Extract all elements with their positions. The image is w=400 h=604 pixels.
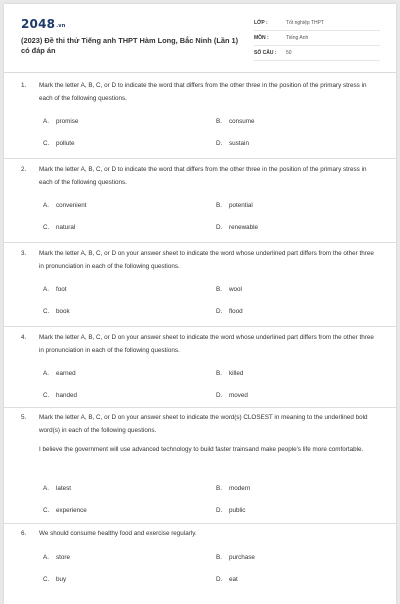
option-d[interactable] [216,391,248,401]
option-c[interactable] [43,307,70,317]
option-text: earned [56,370,76,377]
option-text: renewable [229,224,259,231]
question-text: Mark the letter A, B, C, or D on your answer sheet to indicate the word(s) CLOSEST in meaning to the underlined bold word(s) in each of the following questions. [39,414,368,434]
option-text: modern [229,485,251,492]
option-letter: D. [216,224,223,231]
question-number: 6. [21,530,27,537]
option-b[interactable] [216,285,242,295]
option-d[interactable] [216,139,249,149]
exam-meta [254,16,380,61]
option-text: flood [229,308,243,315]
question-separator [4,407,396,408]
option-letter: D. [216,392,223,399]
question-text: Mark the letter A, B, C, or D to indicate the word that differs from the other three in the position of the primary stress in each of the following questions. [39,82,367,102]
option-text: sustain [229,140,249,147]
option-letter: A. [43,118,49,125]
meta-key: SỐ CÂU : [254,50,277,56]
option-letter: B. [216,202,222,209]
option-text: potential [229,202,253,209]
option-text: purchase [229,554,255,561]
meta-row-subject [254,31,380,46]
question-number: 5. [21,414,27,421]
option-letter: A. [43,202,49,209]
option-text: convenient [56,202,87,209]
option-letter: D. [216,308,223,315]
option-b[interactable] [216,484,250,494]
meta-value: Tiếng Anh [286,35,309,41]
option-a[interactable] [43,369,76,379]
option-b[interactable] [216,117,255,127]
option-text: store [56,554,70,561]
option-c[interactable] [43,391,77,401]
option-d[interactable] [216,307,243,317]
option-c[interactable] [43,506,87,516]
option-b[interactable] [216,201,253,211]
option-a[interactable] [43,201,86,211]
option-text: moved [229,392,248,399]
option-letter: A. [43,485,49,492]
option-a[interactable] [43,484,71,494]
option-d[interactable] [216,575,238,585]
exam-header [4,4,396,70]
question-passage: I believe the government will use advanced technology to build faster trainsand make people's life more comfortable. [39,446,364,453]
option-text: buy [56,576,67,583]
option-letter: C. [43,576,50,583]
question-text: Mark the letter A, B, C, or D on your answer sheet to indicate the word whose underlined part differs from the other three in pronunciation in each of the following questions. [39,250,374,270]
question-number: 2. [21,166,27,173]
meta-value: 50 [286,50,292,56]
option-letter: D. [216,507,223,514]
header-divider [4,72,396,73]
option-letter: C. [43,308,50,315]
meta-row-class [254,16,380,31]
meta-key: MÔN : [254,35,269,41]
option-d[interactable] [216,223,258,233]
option-letter: B. [216,554,222,561]
option-text: wool [229,286,242,293]
option-text: pollute [56,140,75,147]
question-number: 4. [21,334,27,341]
option-text: promise [56,118,79,125]
option-letter: C. [43,507,50,514]
option-letter: C. [43,392,50,399]
option-letter: B. [216,485,222,492]
option-c[interactable] [43,223,75,233]
meta-row-question-count [254,46,380,61]
option-letter: D. [216,576,223,583]
option-text: foot [56,286,67,293]
logo-suffix: .vn [56,23,66,29]
question-separator [4,158,396,159]
option-d[interactable] [216,506,245,516]
logo-text: 2048 [21,17,56,31]
question-number: 3. [21,250,27,257]
meta-value: Tốt nghiệp THPT [286,20,324,26]
option-c[interactable] [43,139,75,149]
site-logo[interactable] [21,17,66,31]
question-separator [4,326,396,327]
option-c[interactable] [43,575,66,585]
option-text: consume [229,118,255,125]
option-text: public [229,507,246,514]
option-text: eat [229,576,238,583]
question-separator [4,242,396,243]
exam-title: (2023) Đề thi thử Tiếng anh THPT Hàm Long, Bắc Ninh (Lần 1) có đáp án [21,36,239,55]
option-letter: D. [216,140,223,147]
option-letter: A. [43,286,49,293]
exam-sheet [4,4,396,604]
question-text: We should consume healthy food and exercise regularly. [39,530,197,537]
option-a[interactable] [43,285,67,295]
option-letter: B. [216,118,222,125]
option-text: book [56,308,70,315]
option-text: experience [56,507,87,514]
question-number: 1. [21,82,27,89]
option-letter: C. [43,224,50,231]
option-b[interactable] [216,553,255,563]
option-a[interactable] [43,117,78,127]
meta-key: LỚP : [254,20,268,26]
option-letter: C. [43,140,50,147]
option-text: natural [56,224,76,231]
option-letter: B. [216,370,222,377]
option-letter: A. [43,370,49,377]
question-text: Mark the letter A, B, C, or D to indicate the word that differs from the other three in the position of the primary stress in each of the following questions. [39,166,367,186]
option-text: latest [56,485,72,492]
option-letter: A. [43,554,49,561]
question-text: Mark the letter A, B, C, or D on your answer sheet to indicate the word whose underlined part differs from the other three in pronunciation in each of the following questions. [39,334,374,354]
option-b[interactable] [216,369,243,379]
option-letter: B. [216,286,222,293]
question-separator [4,523,396,524]
option-text: killed [229,370,244,377]
option-a[interactable] [43,553,70,563]
option-text: handed [56,392,78,399]
